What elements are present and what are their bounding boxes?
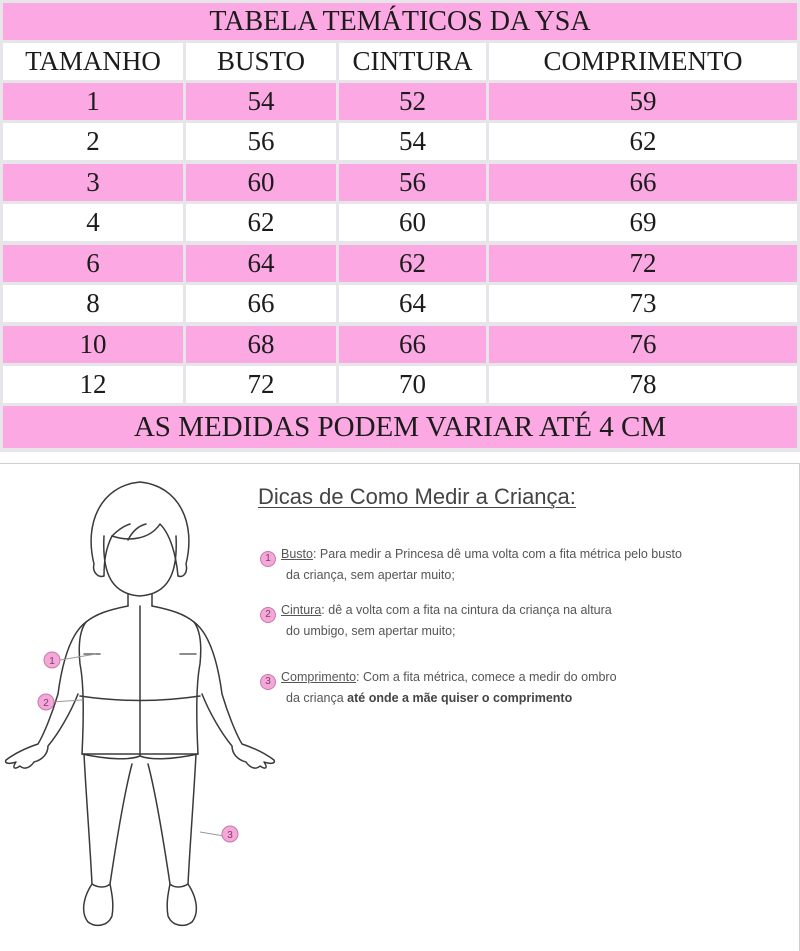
header-cintura: CINTURA — [339, 43, 486, 80]
marker-2 — [38, 694, 54, 710]
cintura-cell: 52 — [339, 83, 486, 120]
child-body-figure — [0, 464, 290, 951]
comprimento-cell: 72 — [489, 245, 797, 282]
tip-3-line1: : Com a fita métrica, comece a medir do ombro — [356, 670, 617, 684]
size-cell: 3 — [3, 164, 183, 201]
size-cell: 1 — [3, 83, 183, 120]
cintura-cell: 66 — [339, 326, 486, 363]
size-cell: 6 — [3, 245, 183, 282]
busto-cell: 64 — [186, 245, 336, 282]
comprimento-cell: 59 — [489, 83, 797, 120]
comprimento-cell: 62 — [489, 123, 797, 160]
tip-2-line2: do umbigo, sem apertar muito; — [286, 623, 456, 638]
comprimento-cell: 66 — [489, 164, 797, 201]
comprimento-cell: 76 — [489, 326, 797, 363]
size-cell: 8 — [3, 285, 183, 322]
marker-1-label: 1 — [49, 656, 55, 667]
tip-2-line1: : dê a volta com a fita na cintura da criança na altura — [321, 603, 612, 617]
tip-comprimento — [260, 669, 800, 707]
tip-cintura — [260, 602, 800, 640]
tip-3-line2-bold: até onde a mãe quiser o comprimento — [347, 690, 573, 705]
busto-cell: 72 — [186, 366, 336, 403]
tip-2-term: Cintura — [281, 603, 322, 617]
header-comprimento: COMPRIMENTO — [489, 43, 797, 80]
busto-cell: 60 — [186, 164, 336, 201]
table-row — [3, 123, 797, 160]
tip-1-line2: da criança, sem apertar muito; — [286, 567, 455, 582]
table-row — [3, 245, 797, 282]
size-cell: 12 — [3, 366, 183, 403]
table-row — [3, 164, 797, 201]
comprimento-cell: 78 — [489, 366, 797, 403]
marker-2-label: 2 — [43, 698, 49, 709]
tip-1-line1: : Para medir a Princesa dê uma volta com a fita métrica pelo busto — [312, 547, 682, 561]
busto-cell: 62 — [186, 204, 336, 241]
table-row — [3, 366, 797, 403]
table-row — [3, 285, 797, 322]
cintura-cell: 54 — [339, 123, 486, 160]
table-header-row — [3, 43, 797, 80]
cintura-cell: 60 — [339, 204, 486, 241]
tip-3-badge: 3 — [260, 674, 276, 690]
right-leg-outline — [148, 754, 196, 925]
table-row — [3, 326, 797, 363]
measuring-tips-panel — [0, 463, 800, 951]
tip-1-badge: 1 — [260, 551, 276, 567]
face-outline — [104, 536, 176, 596]
comprimento-cell: 69 — [489, 204, 797, 241]
table-row — [3, 204, 797, 241]
marker-3 — [222, 826, 238, 842]
size-cell: 2 — [3, 123, 183, 160]
tip-2-badge: 2 — [260, 607, 276, 623]
busto-cell: 54 — [186, 83, 336, 120]
tips-title: Dicas de Como Medir a Criança: — [258, 484, 576, 509]
tip-3-term: Comprimento — [281, 670, 357, 684]
left-leg-outline — [84, 754, 132, 925]
marker-1 — [44, 652, 60, 668]
busto-cell: 56 — [186, 123, 336, 160]
comprimento-cell: 73 — [489, 285, 797, 322]
cintura-cell: 62 — [339, 245, 486, 282]
header-busto: BUSTO — [186, 43, 336, 80]
tip-3-line2-prefix: da criança — [286, 690, 348, 705]
cintura-cell: 56 — [339, 164, 486, 201]
busto-cell: 68 — [186, 326, 336, 363]
header-tamanho: TAMANHO — [3, 43, 183, 80]
table-row — [3, 83, 797, 120]
tip-1-term: Busto — [281, 547, 313, 561]
table-title: TABELA TEMÁTICOS DA YSA — [3, 3, 797, 40]
marker-3-label: 3 — [227, 830, 233, 841]
size-cell: 4 — [3, 204, 183, 241]
size-cell: 10 — [3, 326, 183, 363]
cintura-cell: 64 — [339, 285, 486, 322]
table-footer-note: AS MEDIDAS PODEM VARIAR ATÉ 4 CM — [3, 406, 797, 448]
size-table — [0, 0, 800, 452]
cintura-cell: 70 — [339, 366, 486, 403]
tip-busto — [260, 546, 800, 584]
busto-cell: 66 — [186, 285, 336, 322]
